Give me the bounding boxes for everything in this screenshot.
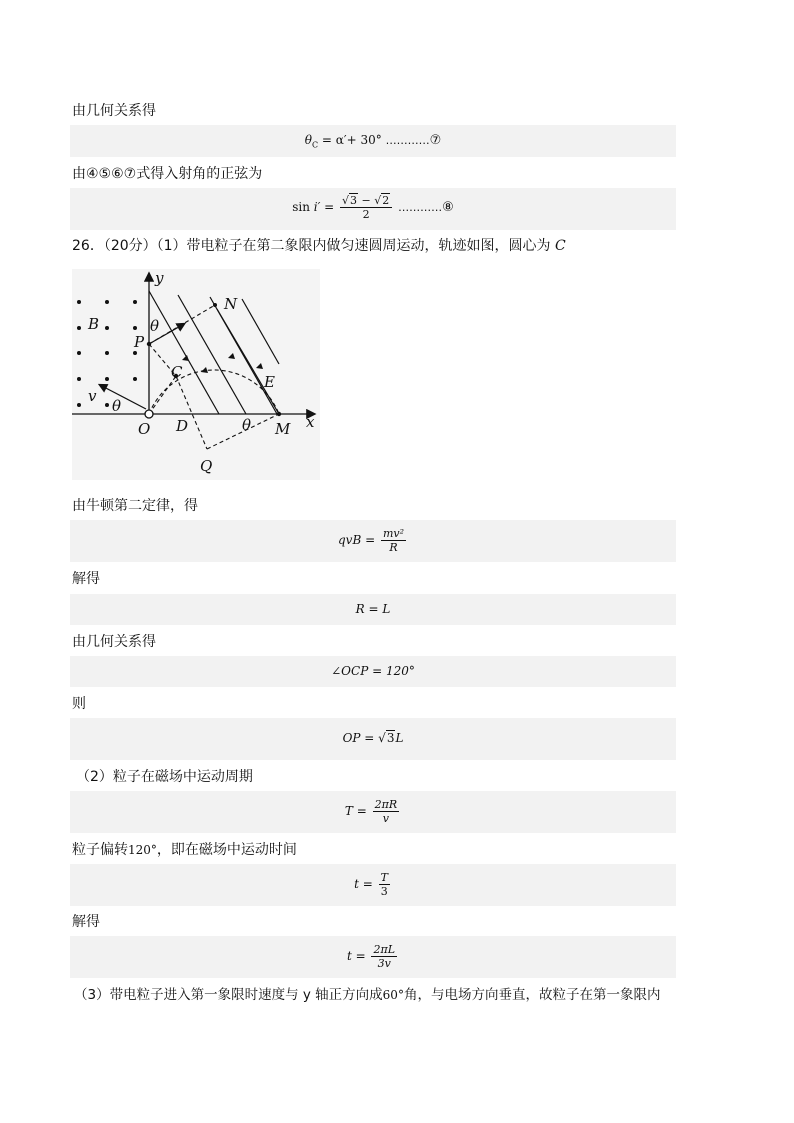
- formula-time-result: [70, 943, 676, 970]
- point-n: [213, 303, 217, 307]
- f7-lhs: T: [344, 804, 353, 818]
- f2-minus: −: [358, 194, 375, 207]
- formula-time-t3: [70, 871, 676, 898]
- f3-num: mv²: [382, 527, 405, 540]
- trajectory-figure: [72, 269, 320, 480]
- label-theta-top: θ: [150, 317, 160, 335]
- formula-band-5: [70, 656, 676, 687]
- text-period: （2）粒子在磁场中运动周期: [76, 769, 253, 785]
- text-geometry-relation-2: 由几何关系得: [72, 634, 156, 650]
- f2-mark: ⑧: [442, 200, 454, 215]
- text-newton-law: 由牛顿第二定律，得: [72, 498, 198, 514]
- f8-lhs: t: [354, 877, 359, 891]
- dashed-construction: [149, 305, 279, 449]
- formula-band-3: [70, 520, 676, 562]
- text-solve-2: 解得: [72, 914, 100, 930]
- formula-op: OP = √3L: [342, 731, 404, 745]
- f1-eq: =: [318, 133, 336, 147]
- f3-fraction: [381, 527, 406, 554]
- f9-fraction: [371, 943, 397, 970]
- electric-field-lines: [149, 291, 279, 414]
- f8-num: T: [380, 871, 388, 884]
- f7-den: v: [382, 812, 389, 825]
- magnetic-field-dots: [77, 300, 137, 407]
- question-26-text: （1）带电粒子在第二象限内做匀速圆周运动，轨迹如图，圆心为: [156, 238, 551, 254]
- f2-lhs: sin: [292, 200, 310, 214]
- f1-dots: …………: [385, 134, 430, 147]
- l9-post: ，即在磁场中运动时间: [156, 842, 297, 858]
- f1-rhs: α′+ 30°: [335, 133, 382, 147]
- text-deflection: [72, 841, 297, 859]
- f3-den: R: [389, 541, 398, 554]
- f3-eq: =: [361, 533, 379, 547]
- label-c: C: [171, 363, 183, 381]
- f6-eq: =: [360, 731, 379, 745]
- l11-angle: 60°: [382, 988, 404, 1002]
- f9-lhs: t: [346, 949, 352, 963]
- point-p: [147, 342, 151, 346]
- f8-fraction: [379, 871, 390, 898]
- label-n: N: [224, 295, 238, 313]
- formula-sin-i: [70, 194, 676, 221]
- formula-band-2: [70, 188, 676, 230]
- text-sine-of-incidence: 由④⑤⑥⑦式得入射角的正弦为: [72, 166, 263, 182]
- f8-den: 3: [380, 885, 388, 898]
- f2-var: i′: [313, 200, 321, 214]
- text-then: 则: [72, 696, 86, 712]
- label-e: E: [264, 373, 275, 391]
- f2-num-a: 3: [350, 194, 358, 207]
- label-q: Q: [200, 457, 213, 475]
- label-m: M: [275, 420, 291, 438]
- text-solve-1: 解得: [72, 571, 100, 587]
- f2-num-b: 2: [382, 194, 390, 207]
- l9-pre: 粒子偏转: [72, 842, 128, 858]
- label-theta-right: θ: [242, 416, 252, 434]
- f9-num: 2πL: [373, 943, 396, 956]
- formula-period: [70, 798, 676, 825]
- f9-eq: =: [351, 949, 370, 963]
- f7-eq: =: [352, 804, 371, 818]
- text-geometry-relation: 由几何关系得: [72, 103, 156, 119]
- question-26-line: [72, 237, 566, 255]
- formula-band-8: [70, 864, 676, 906]
- f7-fraction: [373, 798, 400, 825]
- label-x: x: [306, 413, 315, 431]
- l11-post: 角，与电场方向垂直，故粒子在第一象限内: [403, 987, 661, 1003]
- f2-fraction: $\frac{√3 - √2}{2}$: [340, 194, 392, 221]
- f2-dots: …………: [398, 201, 443, 214]
- text-part-3: [74, 986, 660, 1004]
- f2-den: 2: [362, 208, 370, 221]
- label-y: y: [155, 269, 164, 287]
- formula-theta-c: [70, 133, 676, 149]
- formula-band-6: [70, 718, 676, 760]
- formula-r-equals-l: R = L: [355, 602, 391, 616]
- formula-band-4: [70, 594, 676, 625]
- formula-band-1: [70, 125, 676, 157]
- f8-eq: =: [358, 877, 377, 891]
- f2-eq: =: [320, 200, 339, 214]
- l9-angle: 120°: [128, 843, 157, 857]
- label-v: v: [88, 387, 97, 405]
- f6-rhs: L: [395, 731, 404, 745]
- trajectory-diagram: [72, 269, 320, 480]
- formula-band-7: [70, 791, 676, 833]
- center-c-label: C: [555, 238, 566, 254]
- point-m: [277, 412, 281, 416]
- label-p: P: [134, 333, 145, 351]
- label-b: B: [88, 315, 100, 333]
- f1-mark: ⑦: [429, 133, 442, 148]
- f6-sqrt: 3: [386, 731, 395, 745]
- f9-den: 3v: [377, 957, 391, 970]
- f1-lhs: θ: [304, 133, 312, 147]
- label-o: O: [138, 420, 151, 438]
- l11-pre: （3）带电粒子进入第一象限时速度与 y 轴正方向成: [74, 987, 383, 1003]
- origin-point: [145, 410, 153, 418]
- formula-qvb: [70, 527, 676, 554]
- f7-num: 2πR: [374, 798, 398, 811]
- question-number: 26．（20分）: [72, 238, 157, 254]
- f1-sub: C: [311, 140, 319, 150]
- label-theta-left: θ: [112, 397, 122, 415]
- f3-lhs: qvB: [337, 533, 362, 547]
- formula-angle-ocp: ∠OCP = 120°: [331, 664, 415, 678]
- label-d: D: [176, 417, 189, 435]
- f6-lhs: OP: [342, 731, 361, 745]
- formula-band-9: [70, 936, 676, 978]
